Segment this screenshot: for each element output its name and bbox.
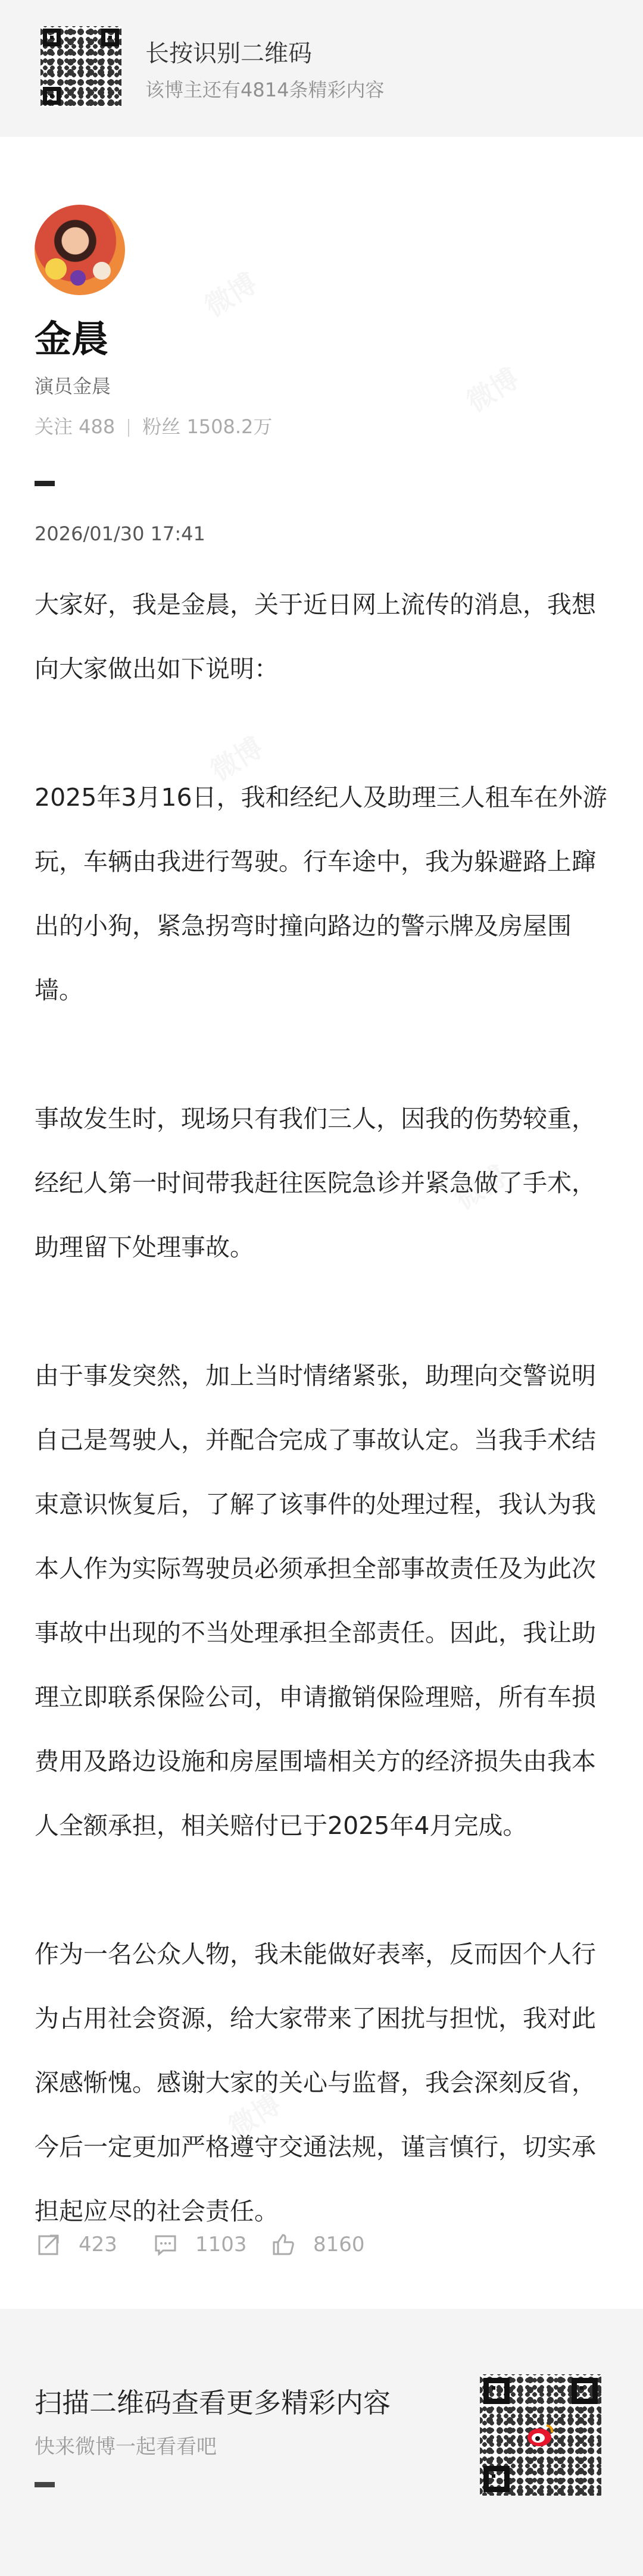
qr-banner[interactable]	[0, 0, 643, 137]
paragraph: 大家好，我是金晨，关于近日网上流传的消息，我想向大家做出如下说明：	[35, 590, 596, 683]
profile-name[interactable]: 金晨	[35, 317, 109, 361]
watermark	[196, 262, 264, 325]
followers-count[interactable]: 粉丝 1508.2万	[142, 415, 273, 438]
following-count[interactable]: 关注 488	[35, 415, 116, 438]
post-date: 2026/01/30 17:41	[35, 522, 205, 545]
share-icon	[37, 2233, 61, 2256]
footer-banner[interactable]	[0, 2309, 643, 2576]
paragraph: 2025年3月16日，我和经纪人及助理三人租车在外游玩，车辆由我进行驾驶。行车途中，我为躲避路上蹿出的小狗，紧急拐弯时撞向路边的警示牌及房屋围墙。	[35, 783, 607, 1004]
thumbs-up-icon	[271, 2233, 295, 2256]
post-body	[35, 572, 608, 2372]
stats-divider	[128, 419, 129, 437]
weibo-logo-icon	[526, 2422, 555, 2448]
footer-divider	[35, 2482, 55, 2487]
qr-code-icon[interactable]	[40, 26, 121, 107]
paragraph: 事故发生时，现场只有我们三人，因我的伤势较重，经纪人第一时间带我赶往医院急诊并紧急做了手术，助理留下处理事故。	[35, 1104, 596, 1262]
paragraph: 由于事发突然，加上当时情绪紧张，助理向交警说明自己是驾驶人，并配合完成了事故认定。当我手术结束意识恢复后，了解了该事件的处理过程，我认为我本人作为实际驾驶员必须承担全部事故责任及为此次事故中出现的不当处理承担全部责任。因此，我让助理立即联系保险公司，申请撤销保险理赔，所有车损费用及路边设施和房屋围墙相关方的经济损失由我本人全额承担，相关赔付已于2025年4月完成。	[35, 1361, 596, 1840]
banner-subtitle: 该博主还有4814条精彩内容	[145, 79, 385, 101]
banner-title: 长按识别二维码	[145, 40, 312, 67]
comment-count: 1103	[195, 2233, 247, 2256]
share-button[interactable]	[37, 2233, 117, 2256]
comment-button[interactable]	[154, 2233, 247, 2256]
footer-title: 扫描二维码查看更多精彩内容	[35, 2387, 391, 2419]
like-count: 8160	[313, 2233, 365, 2256]
qr-code-icon[interactable]	[480, 2374, 601, 2496]
avatar[interactable]	[35, 205, 125, 295]
footer-subtitle: 快来微博一起看看吧	[35, 2435, 217, 2459]
paragraph: 作为一名公众人物，我未能做好表率，反而因个人行为占用社会资源，给大家带来了困扰与担忧，我对此深感惭愧。感谢大家的关心与监督，我会深刻反省，今后一定更加严格遵守交通法规，谨言慎行，切实承担起应尽的社会责任。	[35, 1940, 596, 2226]
comment-icon	[154, 2233, 177, 2256]
profile-description: 演员金晨	[35, 375, 111, 397]
section-divider	[35, 481, 55, 486]
profile-stats	[35, 412, 272, 439]
like-button[interactable]	[271, 2233, 365, 2256]
share-count: 423	[79, 2233, 117, 2256]
watermark	[458, 358, 526, 420]
